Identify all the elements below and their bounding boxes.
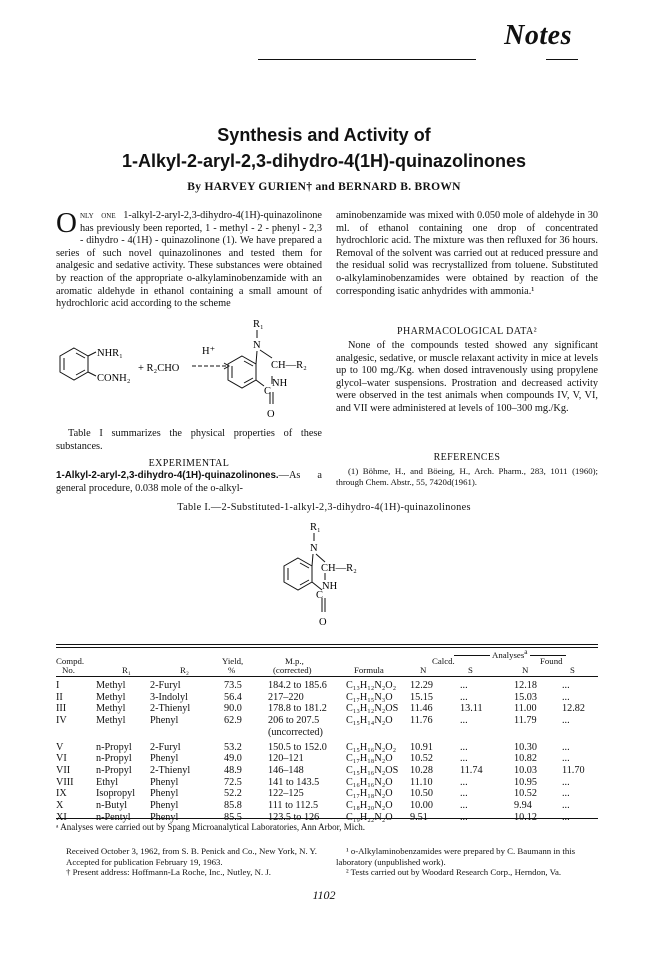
table-cell-n-found: 12.18 bbox=[514, 680, 537, 691]
accepted-note: Accepted for publication February 19, 1963. bbox=[66, 856, 223, 867]
substrate-benzene-ring bbox=[60, 348, 96, 380]
table-cell-n-found: 10.95 bbox=[514, 776, 537, 788]
header-n-calcd: N bbox=[420, 665, 427, 675]
table-cell-s-calc: ... bbox=[460, 741, 468, 753]
experimental-text: —As a general procedure, 0.038 mole of the o-alkyl- bbox=[56, 470, 322, 494]
table-footnote: ᵃ Analyses were carried out by Spang Microanalytical Laboratories, Ann Arbor, Mich. bbox=[56, 822, 366, 832]
table-cell-yield: 48.9 bbox=[224, 764, 242, 776]
references-heading: REFERENCES bbox=[433, 452, 501, 463]
page-number: 1102 bbox=[312, 888, 336, 902]
byline bbox=[0, 181, 648, 193]
table-cell-s-calc: 13.11 bbox=[460, 703, 483, 715]
header-yield-unit: % bbox=[228, 665, 236, 675]
table-cell-r2: 3-Indolyl bbox=[150, 691, 188, 703]
table-cell-mp: 217–220 bbox=[268, 691, 304, 703]
table-cell-mp: 146–148 bbox=[268, 764, 304, 776]
table-cell-yield: 85.8 bbox=[224, 800, 242, 811]
substrate-nhr1: NHR₁ bbox=[97, 348, 123, 359]
table-cell-formula: C₁₅H₁₆N₂OS bbox=[346, 764, 399, 776]
present-address-note: † Present address: Hoffmann-La Roche, Inc., Nutley, N. J. bbox=[66, 867, 271, 878]
table-cell-formula: C₁₇H₁₅N₃O bbox=[346, 691, 393, 703]
table-cell-formula: C₁₇H₁₈N₂O bbox=[346, 753, 393, 765]
byline-prefix: By bbox=[187, 181, 202, 193]
table-cell-n-calc: 11.46 bbox=[410, 703, 433, 715]
article-title-line1: Synthesis and Activity of bbox=[217, 125, 431, 145]
table-cell-s-found: 11.70 bbox=[562, 764, 585, 776]
table-cell-r2: 2-Furyl bbox=[150, 741, 181, 753]
table-header bbox=[56, 648, 598, 676]
table-cell-no: I bbox=[56, 680, 60, 691]
footer-left bbox=[56, 846, 322, 878]
footnote-2: ² Tests carried out by Woodard Research Corp., Herndon, Va. bbox=[346, 867, 562, 878]
received-note: Received October 3, 1962, from S. B. Penick and Co., New York, N. Y. bbox=[66, 846, 317, 856]
table-cell-mp: 178.8 to 181.2 bbox=[268, 703, 327, 715]
table-cell-r2: 2-Thienyl bbox=[150, 764, 191, 776]
header-n-found: N bbox=[522, 665, 529, 675]
table-cell-r1: Methyl bbox=[96, 715, 126, 727]
table-cell-no: IV bbox=[56, 715, 67, 727]
table-cell-s-calc: ... bbox=[460, 776, 468, 788]
product-ch-r2: CH—R₂ bbox=[271, 360, 307, 371]
intro-lead: nly one bbox=[79, 210, 116, 221]
table-caption: Table I.—2-Substituted-1-alkyl-2,3-dihydro-4(1H)-quinazolinones bbox=[177, 502, 471, 513]
pharmacology-heading: PHARMACOLOGICAL DATA² bbox=[397, 326, 537, 337]
product-o: O bbox=[267, 409, 275, 420]
acid-catalyst: H⁺ bbox=[202, 346, 216, 357]
experimental-heading: EXPERIMENTAL bbox=[148, 458, 230, 469]
header-analyses: Analyses$^a$ bbox=[422, 646, 598, 662]
table-cell-mp: (uncorrected) bbox=[268, 726, 323, 738]
table-cell-r1: n-Butyl bbox=[96, 800, 128, 811]
header-mp: M.p., bbox=[285, 656, 304, 666]
table-cell-formula: C₁₃H₁₂N₂O₂ bbox=[346, 680, 397, 691]
table-cell-no: X bbox=[56, 800, 64, 811]
table-cell-r2: 2-Thienyl bbox=[150, 703, 191, 715]
section-header: Notes bbox=[504, 20, 572, 51]
experimental-paragraph bbox=[56, 470, 322, 495]
table-cell-yield: 53.2 bbox=[224, 741, 242, 753]
table-cell-n-calc: 11.10 bbox=[410, 776, 433, 788]
table-cell-n-calc: 11.76 bbox=[410, 715, 433, 727]
table-cell-mp: 120–121 bbox=[268, 753, 304, 765]
table-cell-formula: C₁₈H₂₀N₂O bbox=[346, 800, 393, 811]
table-cell-no: VII bbox=[56, 764, 71, 776]
header-r1: R₁ bbox=[122, 665, 131, 675]
table-cell-s-calc: ... bbox=[460, 788, 468, 800]
table-cell-n-calc: 12.29 bbox=[410, 680, 433, 691]
reaction-scheme bbox=[52, 318, 330, 426]
struct-o: O bbox=[319, 617, 327, 628]
table-cell-formula: C₁₇H₁₈N₂O bbox=[346, 788, 393, 800]
table-cell-s-found: ... bbox=[562, 715, 570, 727]
table-cell-mp: 122–125 bbox=[268, 788, 304, 800]
experimental-subheading: 1-Alkyl-2-aryl-2,3-dihydro-4(1H)-quinazolinones. bbox=[56, 470, 279, 481]
header-no: No. bbox=[62, 665, 75, 675]
table-cell-n-calc: 10.50 bbox=[410, 788, 433, 800]
table-cell-r2: Phenyl bbox=[150, 788, 179, 800]
table-cell-n-calc: 10.28 bbox=[410, 764, 433, 776]
table-cell-n-found: 10.82 bbox=[514, 753, 537, 765]
table-cell-yield: 62.9 bbox=[224, 715, 242, 727]
table-cell-r2: Phenyl bbox=[150, 800, 179, 811]
header-yield: Yield, bbox=[222, 656, 244, 666]
procedure-paragraph: aminobenzamide was mixed with 0.050 mole of aldehyde in 30 ml. of ethanol containing one drop of concentrated hydrochloric acid. The mixture was then refluxed for 36 hours. Removal of the solvent was carried out at reduced pressure and the residual solid was recrystallized from toluene. Substituted o-alkylaminobenzamides were obtained by reaction of the corresponding isatic anhydrides with ammonia.¹ bbox=[336, 210, 598, 297]
table-cell-n-calc: 10.91 bbox=[410, 741, 433, 753]
table-cell-no: IX bbox=[56, 788, 67, 800]
table-rule-mid bbox=[56, 676, 598, 677]
header-formula: Formula bbox=[354, 665, 384, 675]
table-cell-mp: 184.2 to 185.6 bbox=[268, 680, 327, 691]
header-calcd: Calcd. bbox=[432, 656, 455, 666]
header-compd: Compd. bbox=[56, 656, 85, 666]
struct-rings bbox=[284, 554, 325, 612]
table-cell-s-calc: ... bbox=[460, 680, 468, 691]
table-cell-yield: 56.4 bbox=[224, 691, 242, 703]
table-cell-formula: C₁₃H₁₂N₂OS bbox=[346, 703, 399, 715]
reference-item: (1) Böhme, H., and Böeing, H., Arch. Pharm., 283, 1011 (1960); through Chem. Abstr., 55, 7420d(1961). bbox=[336, 466, 598, 487]
substrate-conh2: CONH₂ bbox=[97, 373, 131, 384]
product-c: C bbox=[264, 386, 272, 397]
table-cell-no: II bbox=[56, 691, 63, 703]
table-cell-no: V bbox=[56, 741, 64, 753]
table-cell-s-found: ... bbox=[562, 800, 570, 811]
table-cell-n-calc: 10.00 bbox=[410, 800, 433, 811]
table-cell-mp: 111 to 112.5 bbox=[268, 800, 319, 811]
intro-text: 1-alkyl-2-aryl-2,3-dihydro-4(1H)-quinazolinone has previously been reported, 1 - methyl - 2 - phenyl - 2,3 - dihydro - 4(1H) - quinazolinone (1). We have prepared a series of such novel quinazolinones and tested them for analgesic and sedative activity. These substances were obtained by reaction of the appropriate o-alkylaminobenzamide with an aromatic aldehyde in ethanol containing a small amount of hydrochloric acid according to the scheme bbox=[56, 210, 322, 310]
table-cell-n-found: 9.94 bbox=[514, 800, 532, 811]
table-cell-r1: Isopropyl bbox=[96, 788, 136, 800]
table-cell-n-found: 10.30 bbox=[514, 741, 537, 753]
product-n: N bbox=[253, 340, 261, 351]
reaction-arrow bbox=[192, 363, 229, 369]
table-cell-s-found: ... bbox=[562, 741, 570, 753]
table-cell-r1: n-Propyl bbox=[96, 764, 132, 776]
product-nh: NH bbox=[272, 378, 288, 389]
header-s-calcd: S bbox=[468, 665, 473, 675]
table-cell-no: VIII bbox=[56, 776, 74, 788]
table-cell-r2: Phenyl bbox=[150, 776, 179, 788]
table-cell-no: III bbox=[56, 703, 67, 715]
table-cell-formula: C₁₅H₁₆N₂O₂ bbox=[346, 741, 397, 753]
article-title-line2: 1-Alkyl-2-aryl-2,3-dihydro-4(1H)-quinazolinones bbox=[121, 151, 527, 171]
table-cell-yield: 72.5 bbox=[224, 776, 242, 788]
struct-n: N bbox=[310, 543, 318, 554]
struct-c: C bbox=[316, 590, 324, 601]
table-cell-mp: 150.5 to 152.0 bbox=[268, 741, 327, 753]
table-cell-r1: Ethyl bbox=[96, 776, 119, 788]
table-cell-n-calc: 10.52 bbox=[410, 753, 433, 765]
table-cell-mp: 141 to 143.5 bbox=[268, 776, 320, 788]
table-cell-mp: 206 to 207.5 bbox=[268, 715, 320, 727]
table-cell-r1: Methyl bbox=[96, 691, 126, 703]
table-cell-yield: 73.5 bbox=[224, 680, 242, 691]
struct-r1: R₁ bbox=[310, 522, 321, 533]
table-cell-formula: C₁₆H₁₆N₂O bbox=[346, 776, 393, 788]
table-cell-n-found: 10.03 bbox=[514, 764, 537, 776]
table-cell-r2: Phenyl bbox=[150, 715, 179, 727]
table-cell-s-calc: ... bbox=[460, 753, 468, 765]
table-cell-yield: 49.0 bbox=[224, 753, 242, 765]
table-summary: Table I summarizes the physical properties of these substances. bbox=[56, 428, 322, 452]
table-rule-bottom bbox=[56, 818, 598, 819]
table-cell-formula: C₁₅H₁₄N₂O bbox=[346, 715, 393, 727]
table-cell-n-found: 10.52 bbox=[514, 788, 537, 800]
struct-nh: NH bbox=[322, 581, 338, 592]
table-cell-s-found: ... bbox=[562, 753, 570, 765]
table-cell-yield: 90.0 bbox=[224, 703, 242, 715]
struct-ch-r2: CH—R₂ bbox=[321, 563, 357, 574]
byline-authors: HARVEY GURIEN† and BERNARD B. BROWN bbox=[204, 181, 461, 193]
table-cell-s-calc: ... bbox=[460, 715, 468, 727]
aldehyde-reagent: + R₂CHO bbox=[138, 363, 180, 374]
table-cell-s-found: ... bbox=[562, 788, 570, 800]
table-cell-n-found: 11.79 bbox=[514, 715, 537, 727]
table-cell-s-found: ... bbox=[562, 691, 570, 703]
table-cell-s-found: 12.82 bbox=[562, 703, 585, 715]
drop-cap: O bbox=[56, 207, 77, 239]
footer-right bbox=[336, 846, 598, 878]
table-cell-yield: 52.2 bbox=[224, 788, 242, 800]
table-cell-r1: Methyl bbox=[96, 680, 126, 691]
table-cell-s-calc: 11.74 bbox=[460, 764, 483, 776]
header-s-found: S bbox=[570, 665, 575, 675]
table-cell-s-calc: ... bbox=[460, 800, 468, 811]
table-cell-no: VI bbox=[56, 753, 67, 765]
pharmacology-paragraph: None of the compounds tested showed any significant analgesic, sedative, or muscle relaxant activity in mice at levels up to 100 mg./Kg. when dosed intravenously using propylene glycol–water suspensions. Prostration and decreased activity were observed in the test animals when compounds IV, V, VI, and VII were administered at levels of 100–300 mg./Kg. bbox=[336, 340, 598, 414]
table-cell-r1: Methyl bbox=[96, 703, 126, 715]
table-cell-r2: 2-Furyl bbox=[150, 680, 181, 691]
header-found: Found bbox=[540, 656, 563, 666]
table-cell-s-found: ... bbox=[562, 776, 570, 788]
table-cell-r1: n-Propyl bbox=[96, 741, 132, 753]
intro-paragraph bbox=[56, 207, 322, 311]
table-cell-r1: n-Propyl bbox=[96, 753, 132, 765]
header-rule bbox=[258, 59, 476, 60]
table-cell-n-found: 15.03 bbox=[514, 691, 537, 703]
table-cell-r2: Phenyl bbox=[150, 753, 179, 765]
footnote-1: ¹ o-Alkylaminobenzamides were prepared by C. Baumann in this laboratory (unpublished work). bbox=[336, 846, 576, 867]
table-cell-s-calc: ... bbox=[460, 691, 468, 703]
table-body bbox=[56, 680, 598, 816]
header-rule bbox=[546, 59, 578, 60]
table-cell-n-calc: 15.15 bbox=[410, 691, 433, 703]
product-r1: R₁ bbox=[253, 319, 264, 330]
table-structure bbox=[232, 518, 412, 638]
header-mp-note: (corrected) bbox=[273, 665, 312, 675]
table-cell-s-found: ... bbox=[562, 680, 570, 691]
table-cell-n-found: 11.00 bbox=[514, 703, 537, 715]
header-r2: R₂ bbox=[180, 665, 189, 675]
